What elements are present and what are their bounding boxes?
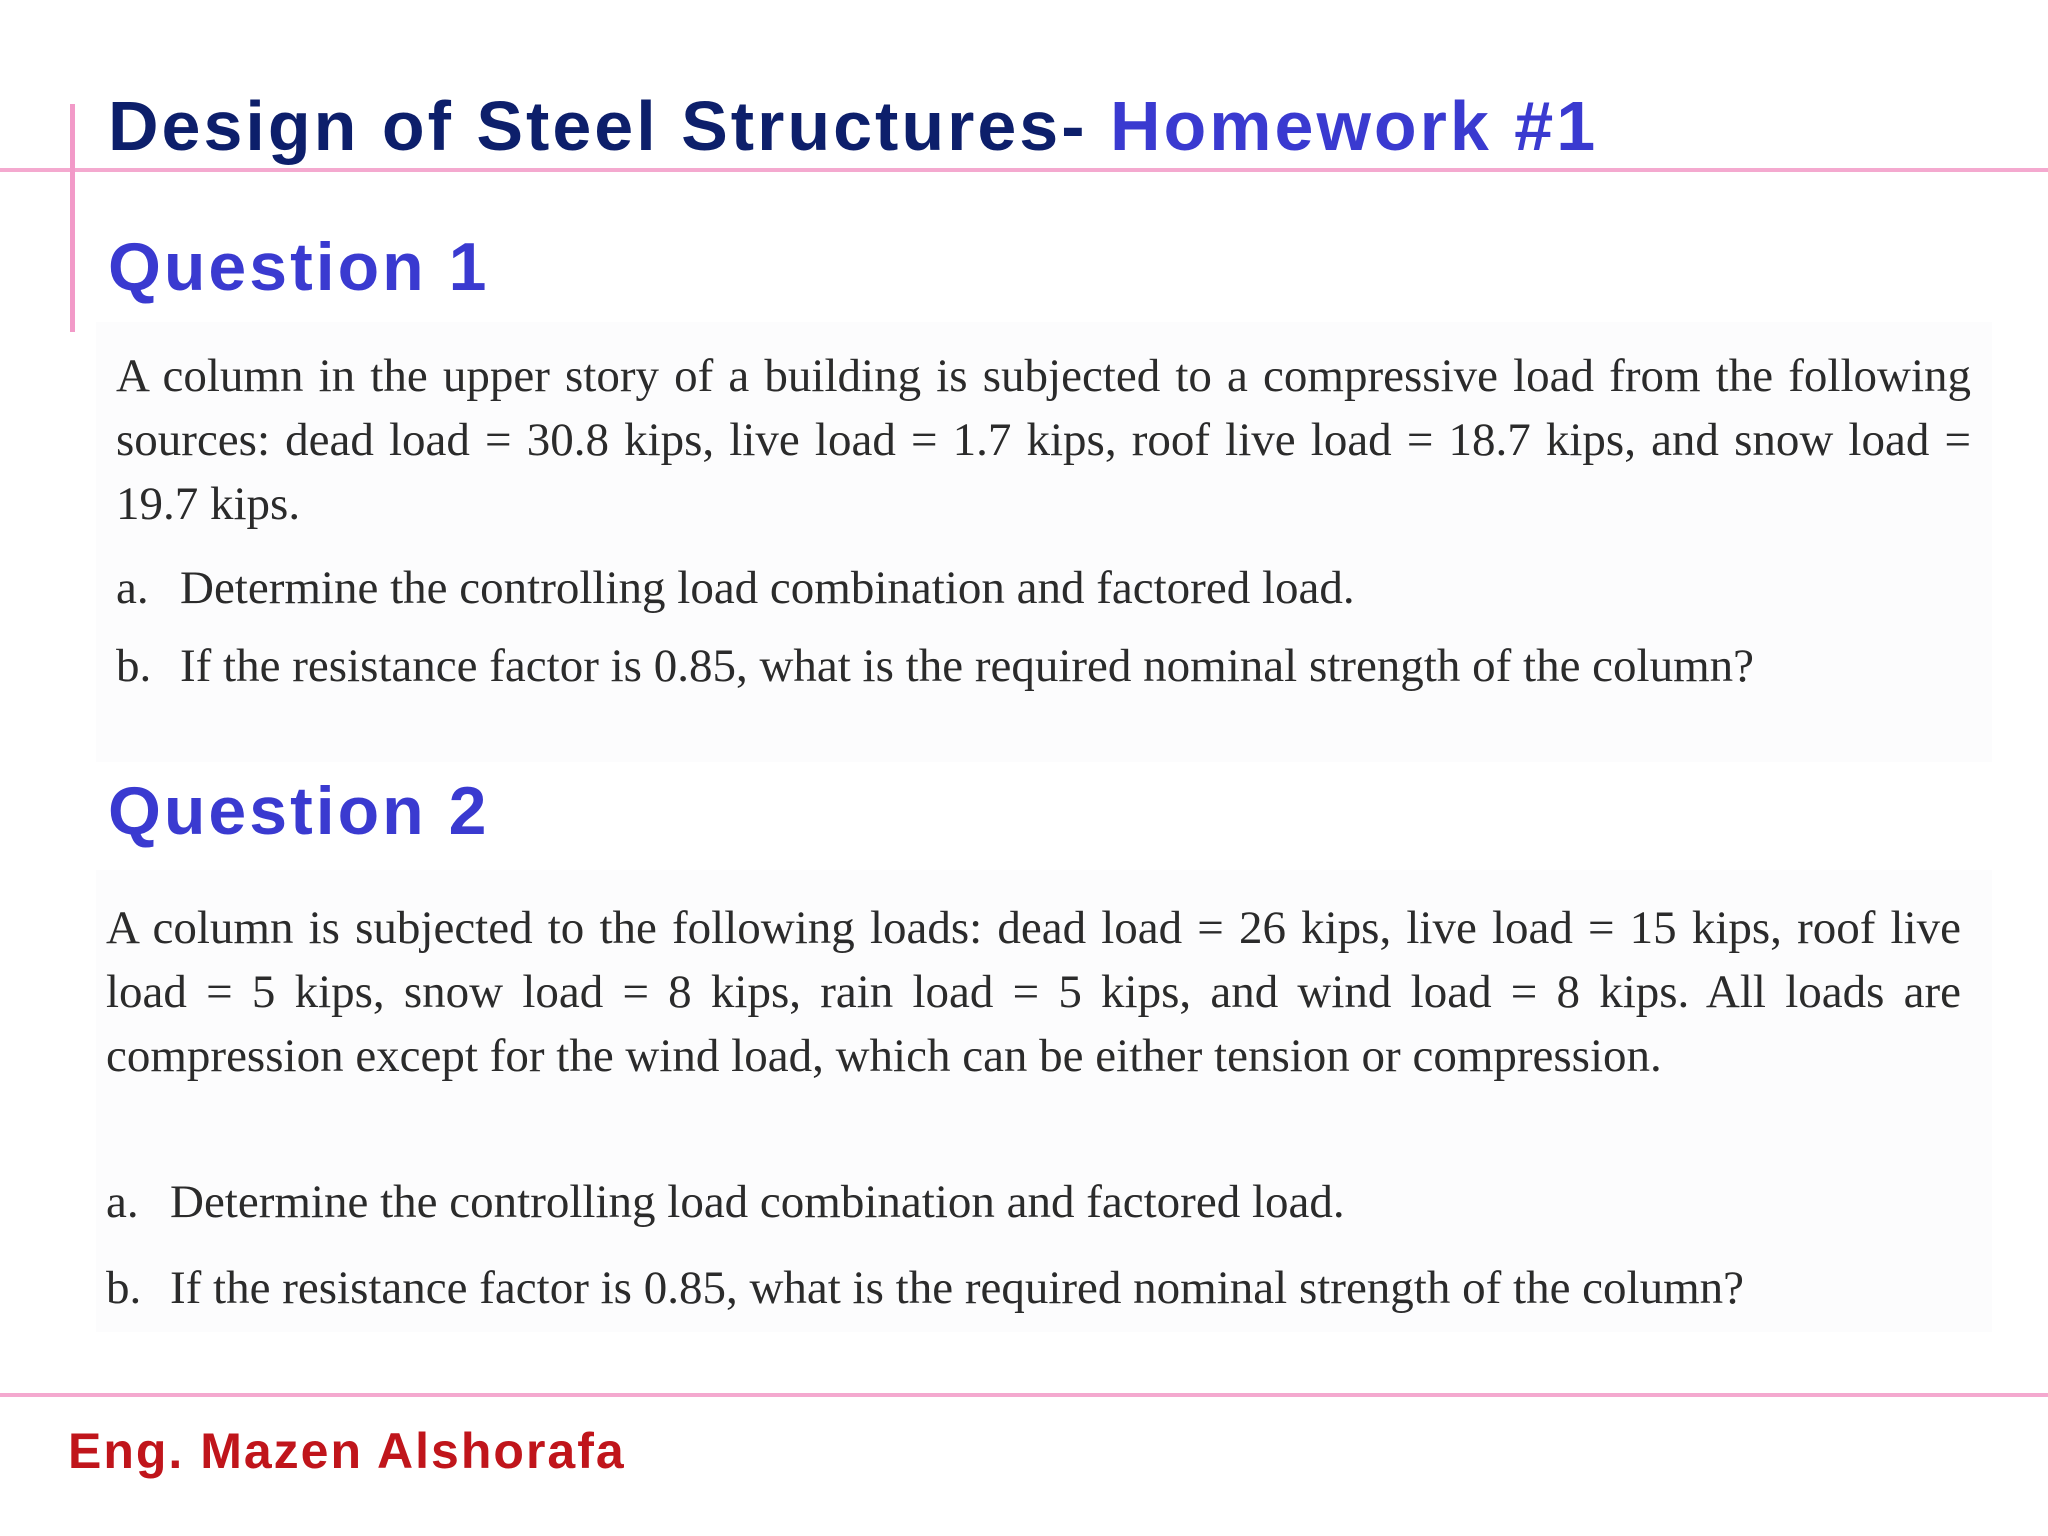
item-text: If the resistance factor is 0.85, what is the required nominal strength of the column? [180, 640, 1755, 692]
author-name: Eng. Mazen Alshorafa [68, 1423, 626, 1479]
left-accent-line [70, 104, 75, 332]
item-label: a. [116, 562, 149, 614]
item-text: If the resistance factor is 0.85, what is the required nominal strength of the column? [170, 1262, 1745, 1314]
question-2-item-a [106, 1170, 1961, 1234]
question-1-item-a [116, 556, 1971, 620]
question-1-heading: Question 1 [108, 229, 490, 305]
item-label: a. [106, 1176, 139, 1228]
title-accent: Homework #1 [1109, 87, 1599, 165]
item-text: Determine the controlling load combination and factored load. [170, 1176, 1345, 1228]
item-label: b. [116, 640, 152, 692]
question-2-heading: Question 2 [108, 773, 490, 849]
slide-title [108, 86, 1598, 166]
title-main: Design of Steel Structures- [108, 87, 1088, 165]
bottom-divider-line [0, 1393, 2048, 1397]
item-label: b. [106, 1262, 142, 1314]
question-2-body: A column is subjected to the following loads: dead load = 26 kips, live load = 15 kips, roof live load = 5 kips, snow load = 8 kips, rain load = 5 kips, and wind load = 8 kips. All loads are compression except for the wind load, which can be either tension or compression. [106, 902, 1961, 1082]
question-1-body: A column in the upper story of a building is subjected to a compressive load from the following sources: dead load = 30.8 kips, live load = 1.7 kips, roof live load = 18.7 kips, and snow load = 19.7 kips. [116, 350, 1971, 530]
item-text: Determine the controlling load combination and factored load. [180, 562, 1355, 614]
question-1-item-b [116, 634, 1971, 762]
question-2-item-b [106, 1256, 1961, 1320]
top-divider-line [0, 168, 2048, 172]
